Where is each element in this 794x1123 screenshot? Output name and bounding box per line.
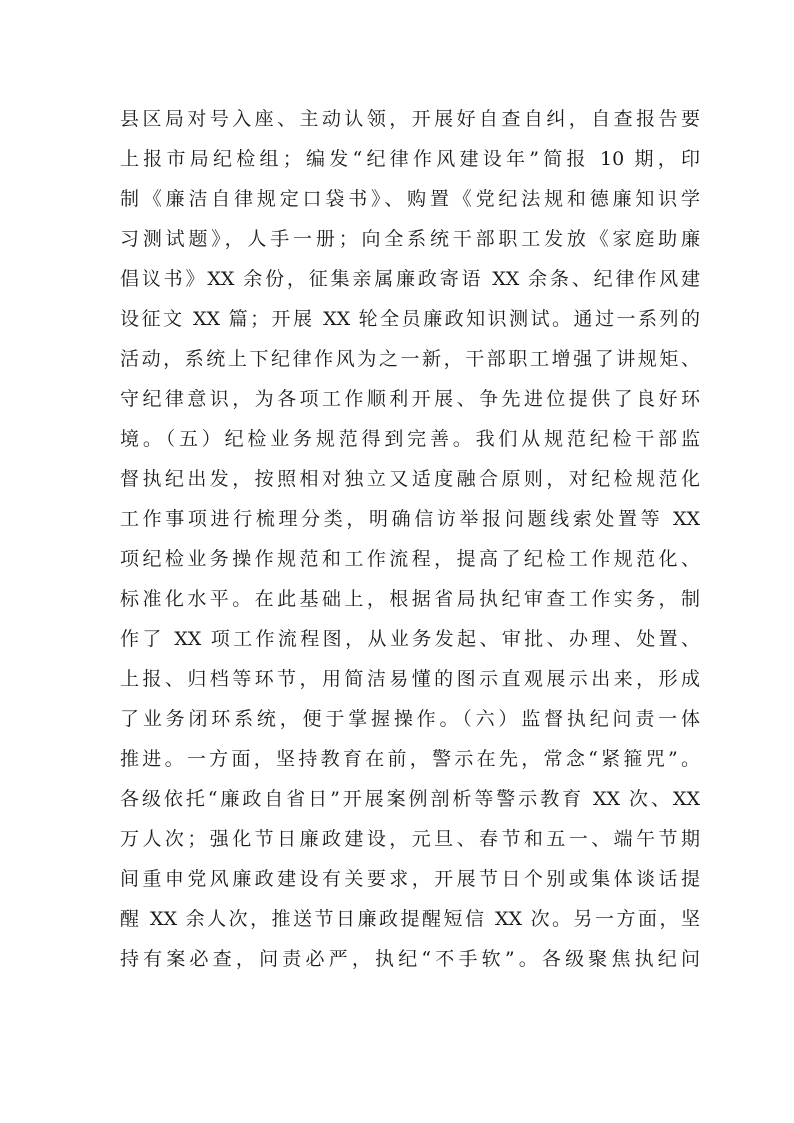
text-line-18: 各级依托“廉政自省日”开展案例剖析等警示教育 XX 次、XX <box>120 788 700 810</box>
text-line-21: 醒 XX 余人次，推送节日廉政提醒短信 XX 次。另一方面，坚 <box>120 908 700 930</box>
text-line-17: 推进。一方面，坚持教育在前，警示在先，常念“紧箍咒”。 <box>120 748 700 770</box>
text-line-22: 持有案必查，问责必严，执纪“不手软”。各级聚焦执纪问 <box>120 948 700 970</box>
text-line-2: 上报市局纪检组；编发“纪律作风建设年”简报 10 期，印 <box>120 148 700 170</box>
text-line-5: 倡议书》XX 余份，征集亲属廉政寄语 XX 余条、纪律作风建 <box>120 268 700 290</box>
text-line-11: 工作事项进行梳理分类，明确信访举报问题线索处置等 XX <box>120 508 700 530</box>
text-line-10: 督执纪出发，按照相对独立又适度融合原则，对纪检规范化 <box>120 468 700 490</box>
text-line-20: 间重申党风廉政建设有关要求，开展节日个别或集体谈话提 <box>120 868 700 890</box>
text-line-8: 守纪律意识，为各项工作顺利开展、争先进位提供了良好环 <box>120 388 700 410</box>
text-line-6: 设征文 XX 篇；开展 XX 轮全员廉政知识测试。通过一系列的 <box>120 308 700 330</box>
text-line-9: 境。（五）纪检业务规范得到完善。我们从规范纪检干部监 <box>120 428 700 450</box>
text-line-13: 标准化水平。在此基础上，根据省局执纪审查工作实务，制 <box>120 588 700 610</box>
text-line-14: 作了 XX 项工作流程图，从业务发起、审批、办理、处置、 <box>120 628 700 650</box>
body-paragraph <box>120 99 700 979</box>
text-line-12: 项纪检业务操作规范和工作流程，提高了纪检工作规范化、 <box>120 548 700 570</box>
text-line-19: 万人次；强化节日廉政建设，元旦、春节和五一、端午节期 <box>120 828 700 850</box>
text-line-16: 了业务闭环系统，便于掌握操作。（六）监督执纪问责一体 <box>120 708 700 730</box>
text-line-7: 活动，系统上下纪律作风为之一新，干部职工增强了讲规矩、 <box>120 348 700 370</box>
text-line-1: 县区局对号入座、主动认领，开展好自查自纠，自查报告要 <box>120 108 700 130</box>
text-line-3: 制《廉洁自律规定口袋书》、购置《党纪法规和德廉知识学 <box>120 188 700 210</box>
text-line-4: 习测试题》，人手一册；向全系统干部职工发放《家庭助廉 <box>120 228 700 250</box>
text-line-15: 上报、归档等环节，用简洁易懂的图示直观展示出来，形成 <box>120 668 700 690</box>
